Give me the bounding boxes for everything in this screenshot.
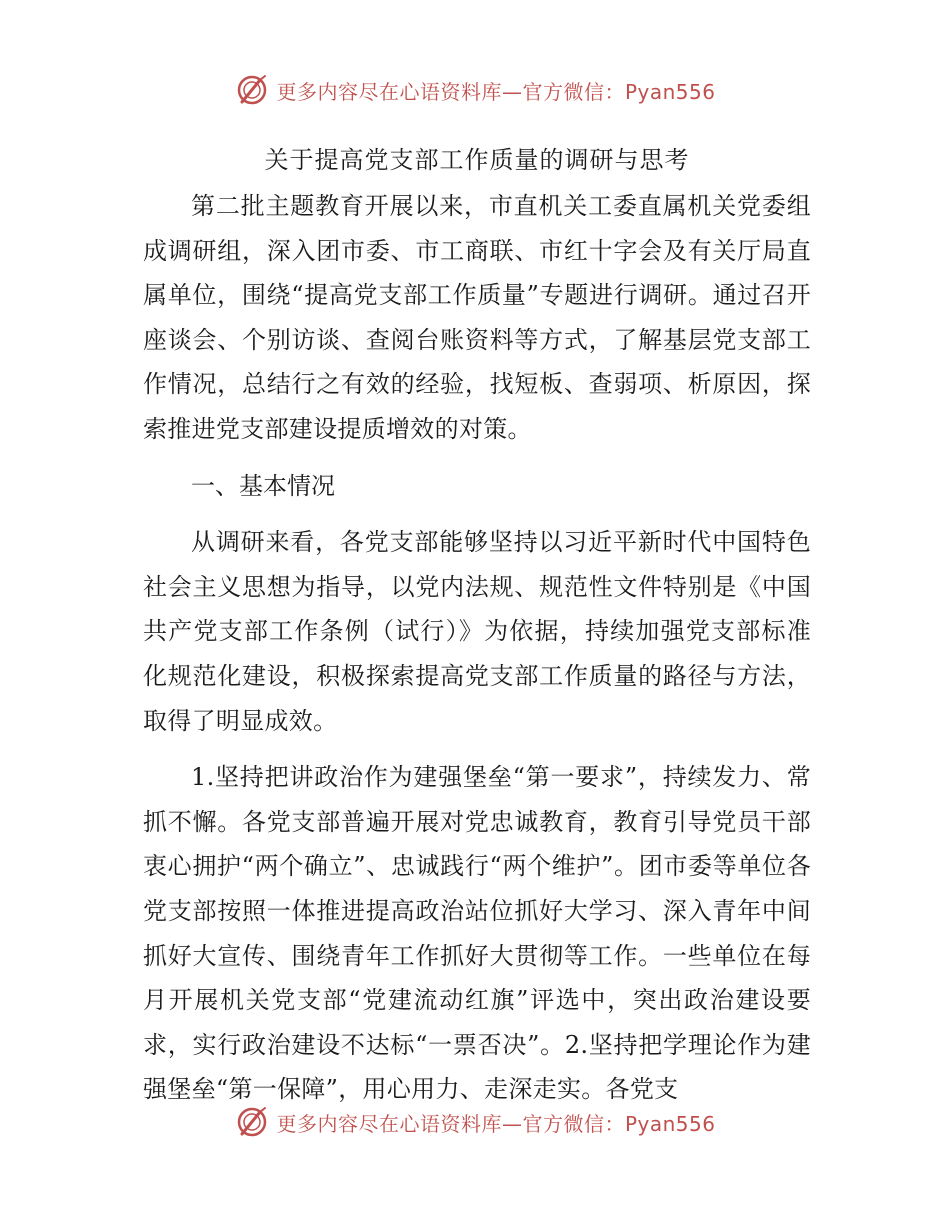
seal-logo-icon <box>234 72 270 108</box>
section-heading-basic: 一、基本情况 <box>191 471 335 500</box>
paragraph-gap <box>143 452 811 464</box>
watermark-text: 更多内容尽在心语资料库—官方微信：Pyan556 <box>276 79 716 104</box>
footer-watermark <box>0 1102 950 1142</box>
point1-paragraph: 1.坚持把讲政治作为建强堡垒“第一要求”，持续发力、常抓不懈。各党支部普遍开展对党忠诚教育，教育引导党员干部衷心拥护“两个确立”、忠诚践行“两个维护”。团市委等单位各党支部按照一体推进提高政治站位抓好大学习、深入青年中间抓好大宣传、围绕青年工作抓好大贯彻等工作。一些单位在每月开展机关党支部“党建流动红旗”评选中，突出政治建设要求，实行政治建设不达标“一票否决”。2.坚持把学理论作为建强堡垒“第一保障”，用心用力、走深走实。各党支 <box>143 763 811 1104</box>
section1-paragraph: 从调研来看，各党支部能够坚持以习近平新时代中国特色社会主义思想为指导，以党内法规、规范性文件特别是《中国共产党支部工作条例（试行）》为依据，持续加强党支部标准化规范化建设，积极探索提高党支部工作质量的路径与方法，取得了明显成效。 <box>143 528 811 735</box>
watermark-text: 更多内容尽在心语资料库—官方微信：Pyan556 <box>276 1111 716 1136</box>
seal-logo-icon <box>234 1104 270 1140</box>
intro-paragraph: 第二批主题教育开展以来，市直机关工委直属机关党委组成调研组，深入团市委、市工商联、市红十字会及有关厅局直属单位，围绕“提高党支部工作质量”专题进行调研。通过召开座谈会、个别访谈、查阅台账资料等方式，了解基层党支部工作情况，总结行之有效的经验，找短板、查弱项、析原因，探索推进党支部建设提质增效的对策。 <box>143 192 811 443</box>
header-watermark <box>0 70 950 110</box>
paragraph-gap <box>143 508 811 520</box>
document-title: 关于提高党支部工作质量的调研与思考 <box>264 146 690 174</box>
document-body <box>143 138 811 1112</box>
paragraph-gap <box>143 743 811 755</box>
